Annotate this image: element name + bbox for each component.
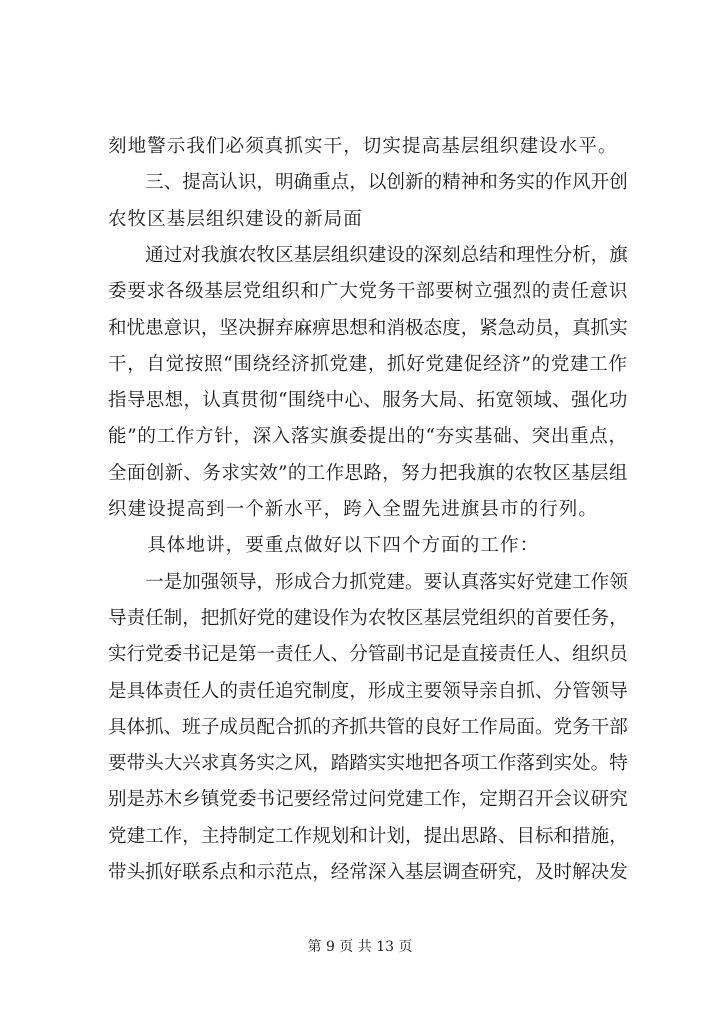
text-line: 党建工作，主持制定工作规划和计划，提出思路、目标和措施， xyxy=(108,825,628,847)
text-line: 要带头大兴求真务实之风，踏踏实实地把各项工作落到实处。特 xyxy=(108,753,628,775)
text-line: 带头抓好联系点和示范点，经常深入基层调查研究，及时解决发 xyxy=(108,862,628,883)
text-line: 委要求各级基层党组织和广大党务干部要树立强烈的责任意识 xyxy=(108,281,629,303)
text-line: 具体地讲，要重点做好以下四个方面的工作： xyxy=(108,535,540,557)
text-line: 和忧患意识，坚决摒弃麻痹思想和消极态度，紧急动员，真抓实 xyxy=(108,317,628,339)
text-line: 能”的工作方针，深入落实旗委提出的“夯实基础、突出重点， xyxy=(108,426,628,448)
text-line: 农牧区基层组织建设的新局面 xyxy=(108,208,363,230)
text-line: 织建设提高到一个新水平，跨入全盟先进旗县市的行列。 xyxy=(108,499,599,520)
text-line: 具体抓、班子成员配合抓的齐抓共管的良好工作局面。党务干部 xyxy=(108,716,628,738)
text-line: 是具体责任人的责任追究制度，形成主要领导亲自抓、分管领导 xyxy=(108,680,628,702)
text-line: 一是加强领导，形成合力抓党建。要认真落实好党建工作领 xyxy=(108,571,628,593)
text-line: 导责任制，把抓好党的建设作为农牧区基层党组织的首要任务， xyxy=(108,607,628,629)
text-line: 别是苏木乡镇党委书记要经常过问党建工作，定期召开会议研究 xyxy=(108,789,628,811)
text-line: 实行党委书记是第一责任人、分管副书记是直接责任人、组织员 xyxy=(108,644,628,666)
text-line: 全面创新、务求实效”的工作思路，努力把我旗的农牧区基层组 xyxy=(108,462,628,484)
text-line: 刻地警示我们必须真抓实干，切实提高基层组织建设水平。 xyxy=(108,136,618,157)
text-line: 通过对我旗农牧区基层组织建设的深刻总结和理性分析，旗 xyxy=(108,244,628,266)
page-footer: 第 9 页 共 13 页 xyxy=(307,939,413,955)
text-line: 三、提高认识，明确重点，以创新的精神和务实的作风开创 xyxy=(108,172,628,194)
text-line: 指导思想，认真贯彻“围绕中心、服务大局、拓宽领域、强化功 xyxy=(108,390,628,412)
text-line: 干，自觉按照“围绕经济抓党建，抓好党建促经济”的党建工作 xyxy=(108,353,628,375)
